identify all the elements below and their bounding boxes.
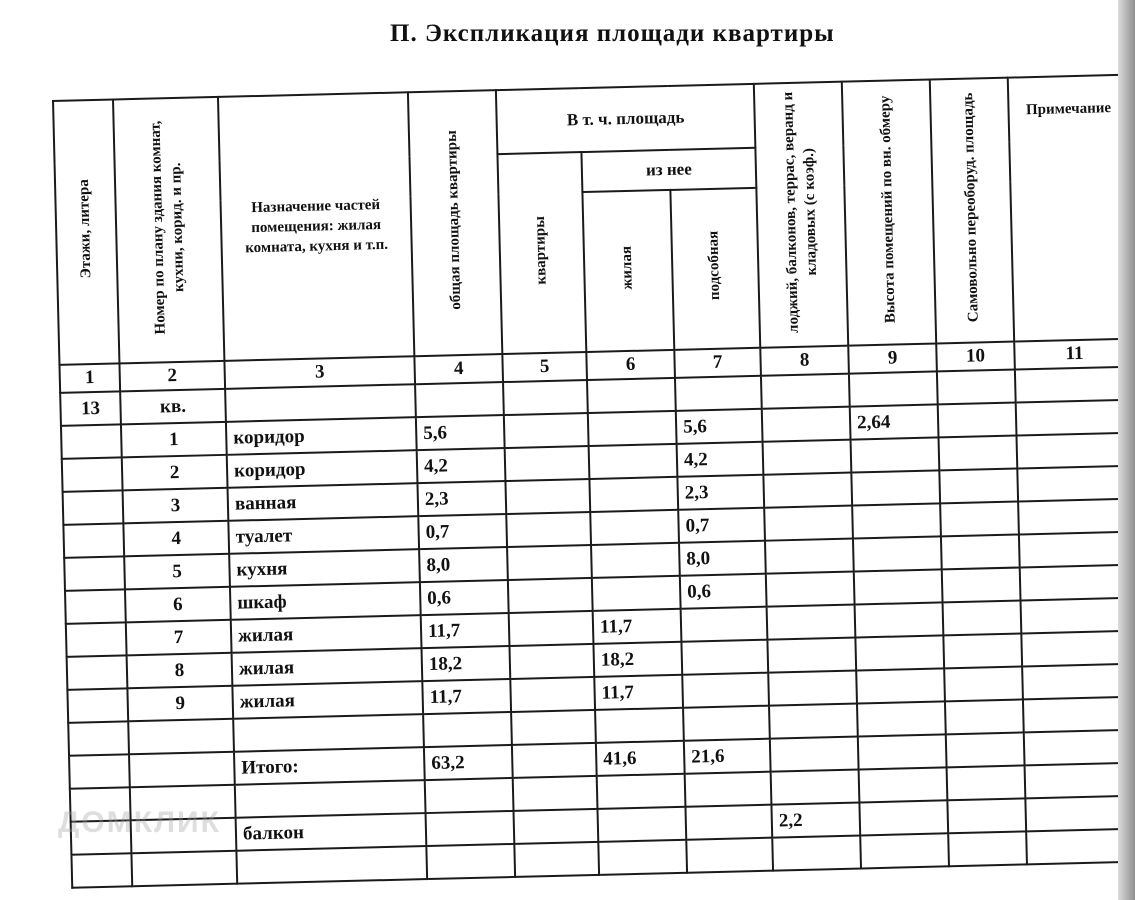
apartment-area-cell [507,545,592,580]
height-cell [858,734,947,769]
total-area-cell: 11,7 [421,613,510,648]
room-purpose-cell [225,384,416,422]
height-cell: 2,64 [850,404,939,439]
loggia-area-cell [767,638,856,673]
height-cell [857,701,946,736]
auxiliary-area-cell [681,607,768,642]
room-number-cell: 9 [127,686,233,722]
height-cell [852,503,941,538]
room-purpose-cell: коридор [226,417,417,455]
unauthorized-area-cell [944,666,1023,701]
floor-cell [66,622,127,656]
floor-cell [69,754,130,788]
room-purpose-cell: жилая [231,615,422,653]
living-area-cell [589,477,678,512]
table-body [60,367,1135,888]
loggia-area-cell [770,737,859,772]
column-number: 11 [1014,339,1135,370]
floor-cell [68,721,129,755]
floor-cell [61,424,122,458]
unauthorized-area-cell [947,765,1026,800]
living-area-cell [592,576,681,611]
room-purpose-cell: балкон [236,813,427,851]
unauthorized-area-cell [943,633,1022,668]
header-purpose: Назначение частей помещения: жилая комната, кухня и т.п. [218,92,414,361]
column-number: 4 [414,354,503,384]
floor-cell [67,655,128,689]
unauthorized-area-cell [946,732,1025,767]
auxiliary-area-cell [685,772,772,807]
height-cell [859,767,948,802]
living-area-cell [588,411,677,446]
column-number: 8 [760,346,849,376]
apartment-area-cell [506,512,591,547]
loggia-area-cell [763,473,852,508]
room-purpose-cell: туалет [228,516,419,554]
header-unauthorized: Самовольно переоборуд. площадь [930,78,1014,344]
height-cell [856,668,945,703]
living-area-cell [595,708,684,743]
room-purpose-cell: Итого: [234,747,425,785]
apartment-area-cell [504,413,589,448]
auxiliary-area-cell: 8,0 [679,541,766,576]
height-cell [849,371,938,406]
unauthorized-area-cell [939,436,1018,471]
height-cell [855,635,944,670]
room-number-cell: 4 [123,521,229,557]
column-number: 6 [586,350,675,380]
apartment-area-cell [513,776,598,811]
auxiliary-area-cell: 4,2 [677,442,764,477]
loggia-area-cell [769,704,858,739]
total-area-cell: 63,2 [424,745,513,780]
loggia-area-cell [764,506,853,541]
header-living: жилая [582,190,674,352]
header-room-number: Номер по плану здания комнат, кухни, корид. и пр. [113,97,224,363]
watermark-logo: ДОМКЛИК [58,806,221,839]
header-height: Высота помещений по вн. обмеру [842,80,936,346]
explication-table [52,74,1135,889]
header-auxiliary: подсобная [670,188,760,350]
total-area-cell [415,382,504,417]
auxiliary-area-cell [685,805,772,840]
room-purpose-cell: коридор [227,450,418,488]
living-area-cell [597,774,686,809]
unauthorized-area-cell [940,502,1019,537]
column-number: 3 [224,356,415,389]
loggia-area-cell [768,671,857,706]
auxiliary-area-cell [683,706,770,741]
unauthorized-area-cell [937,370,1016,405]
height-cell [855,602,944,637]
loggia-area-cell [772,835,861,870]
header-total-area: общая площадь квартиры [408,90,502,356]
living-area-cell: 11,7 [594,675,683,710]
auxiliary-area-cell: 0,7 [678,508,765,543]
apartment-area-cell [505,479,590,514]
header-including-area: В т. ч. площадь [496,84,755,154]
total-area-cell: 11,7 [422,679,511,714]
apartment-area-cell [509,644,594,679]
room-purpose-cell [233,714,424,752]
unauthorized-area-cell [947,798,1026,833]
auxiliary-area-cell: 5,6 [676,409,763,444]
column-number: 7 [674,348,761,378]
total-area-cell: 2,3 [417,481,506,516]
living-area-cell [587,378,676,413]
total-area-cell: 0,7 [418,514,507,549]
room-purpose-cell: жилая [232,648,423,686]
floor-cell [63,490,124,524]
total-area-cell [425,778,514,813]
total-area-cell [426,811,515,846]
unauthorized-area-cell [945,699,1024,734]
height-cell [851,470,940,505]
loggia-area-cell [765,539,854,574]
living-area-cell [590,510,679,545]
floor-cell [65,589,126,623]
column-number: 5 [502,352,587,382]
loggia-area-cell [771,769,860,804]
room-purpose-cell [235,780,426,818]
floor-cell [63,523,124,557]
document-title: П. Экспликация площади квартиры [390,20,835,47]
living-area-cell [597,807,686,842]
header-apartment: квартиры [497,152,586,354]
floor-cell [62,457,123,491]
auxiliary-area-cell [686,838,773,873]
apartment-area-cell [509,611,594,646]
height-cell [851,437,940,472]
room-purpose-cell [236,846,427,884]
living-area-cell: 41,6 [596,741,685,776]
room-number-cell: 5 [124,554,230,590]
room-number-cell: 7 [126,620,232,656]
auxiliary-area-cell: 2,3 [677,475,764,510]
note-cell [1015,367,1135,403]
living-area-cell [598,840,687,875]
room-purpose-cell: ванная [228,483,419,521]
apartment-area-cell [508,578,593,613]
auxiliary-area-cell [681,640,768,675]
room-number-cell: 2 [122,455,228,491]
total-area-cell: 8,0 [419,547,508,582]
unauthorized-area-cell [948,831,1027,866]
room-number-cell: 1 [121,422,227,458]
loggia-area-cell: 2,2 [771,802,860,837]
unauthorized-area-cell [941,535,1020,570]
header-floor: Этажи, литера [53,100,119,365]
loggia-area-cell [767,605,856,640]
living-area-cell [589,444,678,479]
unauthorized-area-cell [938,403,1017,438]
total-area-cell: 5,6 [416,415,505,450]
living-area-cell [591,543,680,578]
loggia-area-cell [761,374,850,409]
room-number-cell [128,719,234,755]
apartment-area-cell [510,677,595,712]
room-purpose-cell: кухня [229,549,420,587]
height-cell [854,569,943,604]
living-area-cell: 11,7 [593,609,682,644]
total-area-cell: 4,2 [417,448,506,483]
column-number: 9 [848,343,937,373]
room-purpose-cell: шкаф [230,582,421,620]
loggia-area-cell [763,440,852,475]
total-area-cell: 18,2 [422,646,511,681]
column-number: 1 [59,363,120,392]
apartment-area-cell [512,743,597,778]
auxiliary-area-cell [675,376,762,411]
apartment-area-cell [503,380,588,415]
floor-cell [67,688,128,722]
header-note: Примечание [1008,75,1134,342]
loggia-area-cell [766,572,855,607]
auxiliary-area-cell [682,673,769,708]
unauthorized-area-cell [939,469,1018,504]
column-number: 2 [119,361,225,392]
room-number-cell: кв. [120,389,226,425]
floor-cell [71,853,132,887]
room-number-cell [131,851,237,887]
page-edge-shadow [1118,0,1135,900]
room-purpose-cell: жилая [232,681,423,719]
living-area-cell: 18,2 [593,642,682,677]
room-number-cell: 3 [123,488,229,524]
room-number-cell: 6 [125,587,231,623]
unauthorized-area-cell [942,567,1021,602]
auxiliary-area-cell: 0,6 [680,574,767,609]
apartment-area-cell [514,842,599,877]
apartment-area-cell [514,809,599,844]
room-number-cell [129,752,235,788]
height-cell [853,536,942,571]
total-area-cell: 0,6 [420,580,509,615]
apartment-area-cell [505,446,590,481]
height-cell [860,833,949,868]
height-cell [859,800,948,835]
room-number-cell: 8 [127,653,233,689]
header-loggia: лоджий, балконов, террас, веранд и кладовых (с коэф.) [754,82,848,348]
column-number: 10 [936,342,1015,372]
floor-cell: 13 [60,391,121,425]
unauthorized-area-cell [943,600,1022,635]
apartment-area-cell [511,710,596,745]
loggia-area-cell [762,407,851,442]
total-area-cell [426,844,515,879]
auxiliary-area-cell: 21,6 [684,739,771,774]
header-of-it: из нее [581,148,756,192]
total-area-cell [423,712,512,747]
floor-cell [64,556,125,590]
